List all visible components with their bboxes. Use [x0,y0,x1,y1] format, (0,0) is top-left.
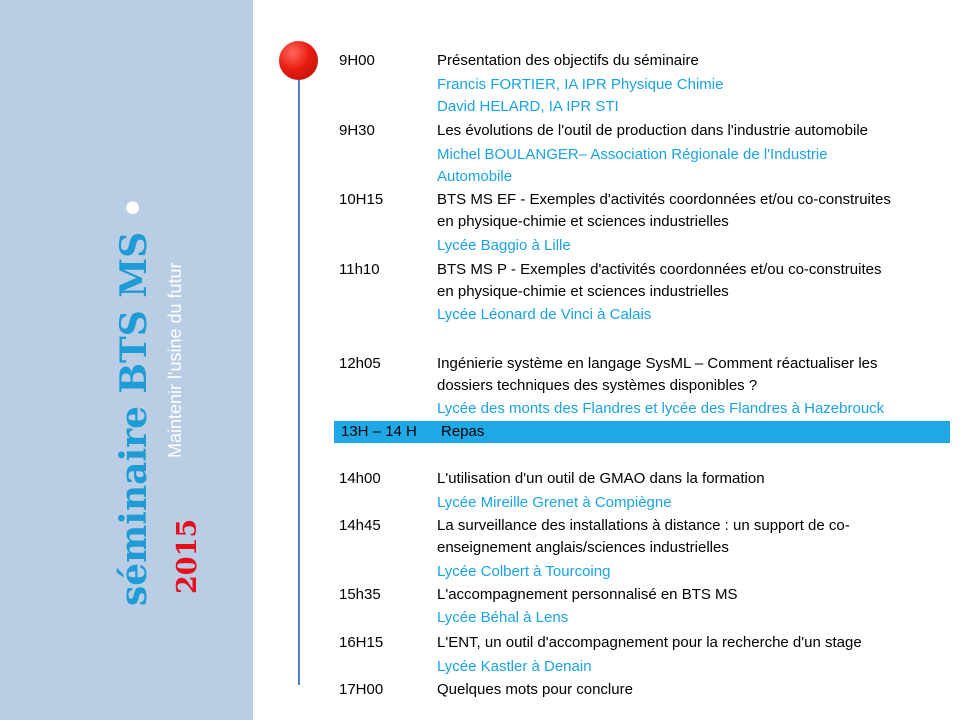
schedule-speaker: Lycée Mireille Grenet à Compiègne [437,494,672,511]
seminar-subtitle: Maintenir l'usine du futur [165,262,185,458]
schedule-speaker: Michel BOULANGER– Association Régionale de l'Industrie [437,146,828,163]
schedule-speaker: David HELARD, IA IPR STI [437,98,619,115]
schedule-time: 16H15 [339,634,384,651]
seminar-year: 2015 [172,518,203,594]
schedule-time: 9H30 [339,122,375,139]
schedule-title: BTS MS EF - Exemples d'activités coordonnées et/ou co-construites [437,191,891,208]
schedule-title: en physique-chimie et sciences industrielles [437,283,729,300]
schedule-title: L'ENT, un outil d'accompagnement pour la recherche d'un stage [437,634,862,651]
schedule-title: L'accompagnement personnalisé en BTS MS [437,586,738,603]
timeline-dot-icon [279,41,318,80]
schedule-time: 11h10 [339,261,380,278]
lunch-break-banner [334,421,950,443]
schedule-title: enseignement anglais/sciences industrielles [437,539,729,556]
schedule-title: BTS MS P - Exemples d'activités coordonnées et/ou co-construites [437,261,882,278]
schedule-title: Quelques mots pour conclure [437,681,633,698]
schedule-speaker: Francis FORTIER, IA IPR Physique Chimie [437,76,724,93]
title-word-bts-ms: BTS MS [113,231,155,394]
break-time: 13H – 14 H [341,423,417,440]
schedule-title: Ingénierie système en langage SysML – Comment réactualiser les [437,355,878,372]
schedule-title: en physique-chimie et sciences industrielles [437,213,729,230]
schedule-time: 17H00 [339,681,384,698]
schedule-speaker: Lycée Baggio à Lille [437,237,571,254]
schedule-title: Présentation des objectifs du séminaire [437,52,699,69]
break-label: Repas [441,423,485,440]
schedule-speaker: Lycée Kastler à Denain [437,658,592,675]
schedule-time: 10H15 [339,191,384,208]
seminar-title [114,196,154,606]
schedule-title: dossiers techniques des systèmes disponibles ? [437,377,758,394]
schedule-speaker: Lycée des monts des Flandres et lycée des Flandres à Hazebrouck [437,400,885,417]
schedule-time: 14h00 [339,470,381,487]
schedule-speaker: Lycée Colbert à Tourcoing [437,563,611,580]
timeline-line [298,74,300,685]
schedule-title: L'utilisation d'un outil de GMAO dans la formation [437,470,765,487]
schedule-time: 12h05 [339,355,381,372]
schedule-time: 9H00 [339,52,375,69]
schedule-title: Les évolutions de l'outil de production dans l'industrie automobile [437,122,869,139]
schedule-speaker: Lycée Léonard de Vinci à Calais [437,306,652,323]
sidebar-panel [0,0,253,720]
schedule-speaker: Automobile [437,168,513,185]
schedule-speaker: Lycée Béhal à Lens [437,609,569,626]
schedule-time: 15h35 [339,586,381,603]
title-word-seminaire: séminaire [113,406,155,606]
title-bullet: • [113,196,155,220]
schedule-title: La surveillance des installations à distance : un support de co- [437,517,850,534]
schedule-time: 14h45 [339,517,381,534]
